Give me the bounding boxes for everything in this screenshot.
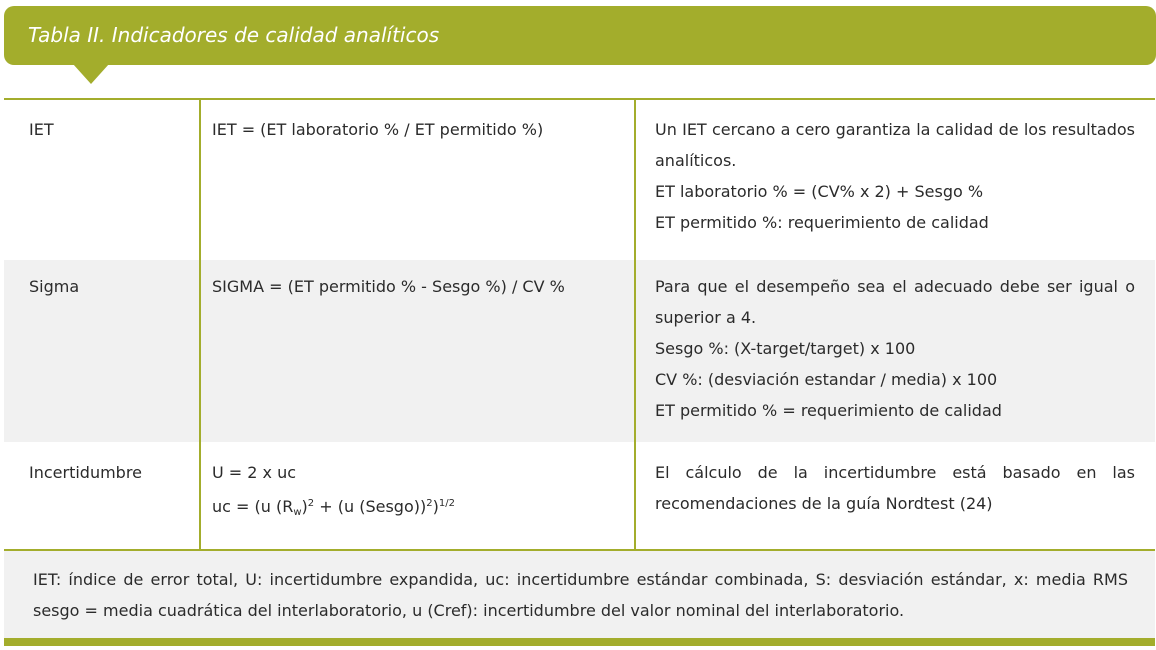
description-line: Sesgo %: (X-target/target) x 100 — [655, 339, 916, 358]
table-row-iet — [4, 100, 1155, 260]
description-line: CV %: (desviación estandar / media) x 100 — [655, 370, 998, 389]
description-line: ET permitido % = requerimiento de calidad — [655, 401, 1002, 420]
formula-text: ) — [432, 497, 439, 516]
indicator-formula — [212, 271, 632, 302]
formula-line-uc — [212, 488, 632, 528]
indicator-formula — [212, 114, 632, 145]
indicator-description — [655, 457, 1135, 519]
indicator-name: Incertidumbre — [29, 463, 142, 482]
formula-line: U = 2 x uc — [212, 463, 297, 482]
description-line: ET permitido %: requerimiento de calidad — [655, 213, 989, 232]
title-pointer-arrow — [73, 64, 109, 84]
table-footer-bar — [4, 638, 1155, 646]
indicator-formula — [212, 457, 632, 528]
quality-indicators-table — [4, 98, 1155, 646]
indicator-name: IET — [29, 120, 54, 139]
column-divider — [634, 100, 636, 549]
description-line: Un IET cercano a cero garantiza la calidad de los resultados analíticos. — [655, 120, 1135, 170]
indicator-description — [655, 114, 1135, 238]
table-row-sigma — [4, 260, 1155, 442]
formula-superscript: 2 — [307, 498, 315, 509]
formula-line: SIGMA = (ET permitido % - Sesgo %) / CV % — [212, 277, 565, 296]
formula-text: uc = (u (R — [212, 497, 294, 516]
description-line: ET laboratorio % = (CV% x 2) + Sesgo % — [655, 182, 984, 201]
table-title-banner — [4, 6, 1156, 65]
formula-text: + (u (Sesgo)) — [314, 497, 427, 516]
indicator-name: Sigma — [29, 277, 80, 296]
table-title: Tabla II. Indicadores de calidad analíticos — [28, 23, 440, 47]
table-footnote — [4, 551, 1155, 638]
formula-subscript: w — [293, 507, 302, 518]
column-divider — [199, 100, 201, 549]
table-row-incertidumbre — [4, 442, 1155, 549]
formula-line: IET = (ET laboratorio % / ET permitido %) — [212, 120, 544, 139]
indicator-description — [655, 271, 1135, 426]
description-line: Para que el desempeño sea el adecuado debe ser igual o superior a 4. — [655, 277, 1135, 327]
formula-superscript: 2 — [426, 498, 433, 509]
footnote-text: IET: índice de error total, U: incertidumbre expandida, uc: incertidumbre estándar combinada, S: desviación estándar, x: media RMS sesgo = media cuadrática del interlaboratorio, u (Cref): incertidumbre del valor nominal del interlaboratorio. — [33, 570, 1128, 620]
formula-superscript: 1/2 — [438, 498, 455, 509]
description-line: El cálculo de la incertidumbre está basado en las recomendaciones de la guía Nordtest (24) — [655, 463, 1135, 513]
formula-text: ) — [301, 497, 308, 516]
